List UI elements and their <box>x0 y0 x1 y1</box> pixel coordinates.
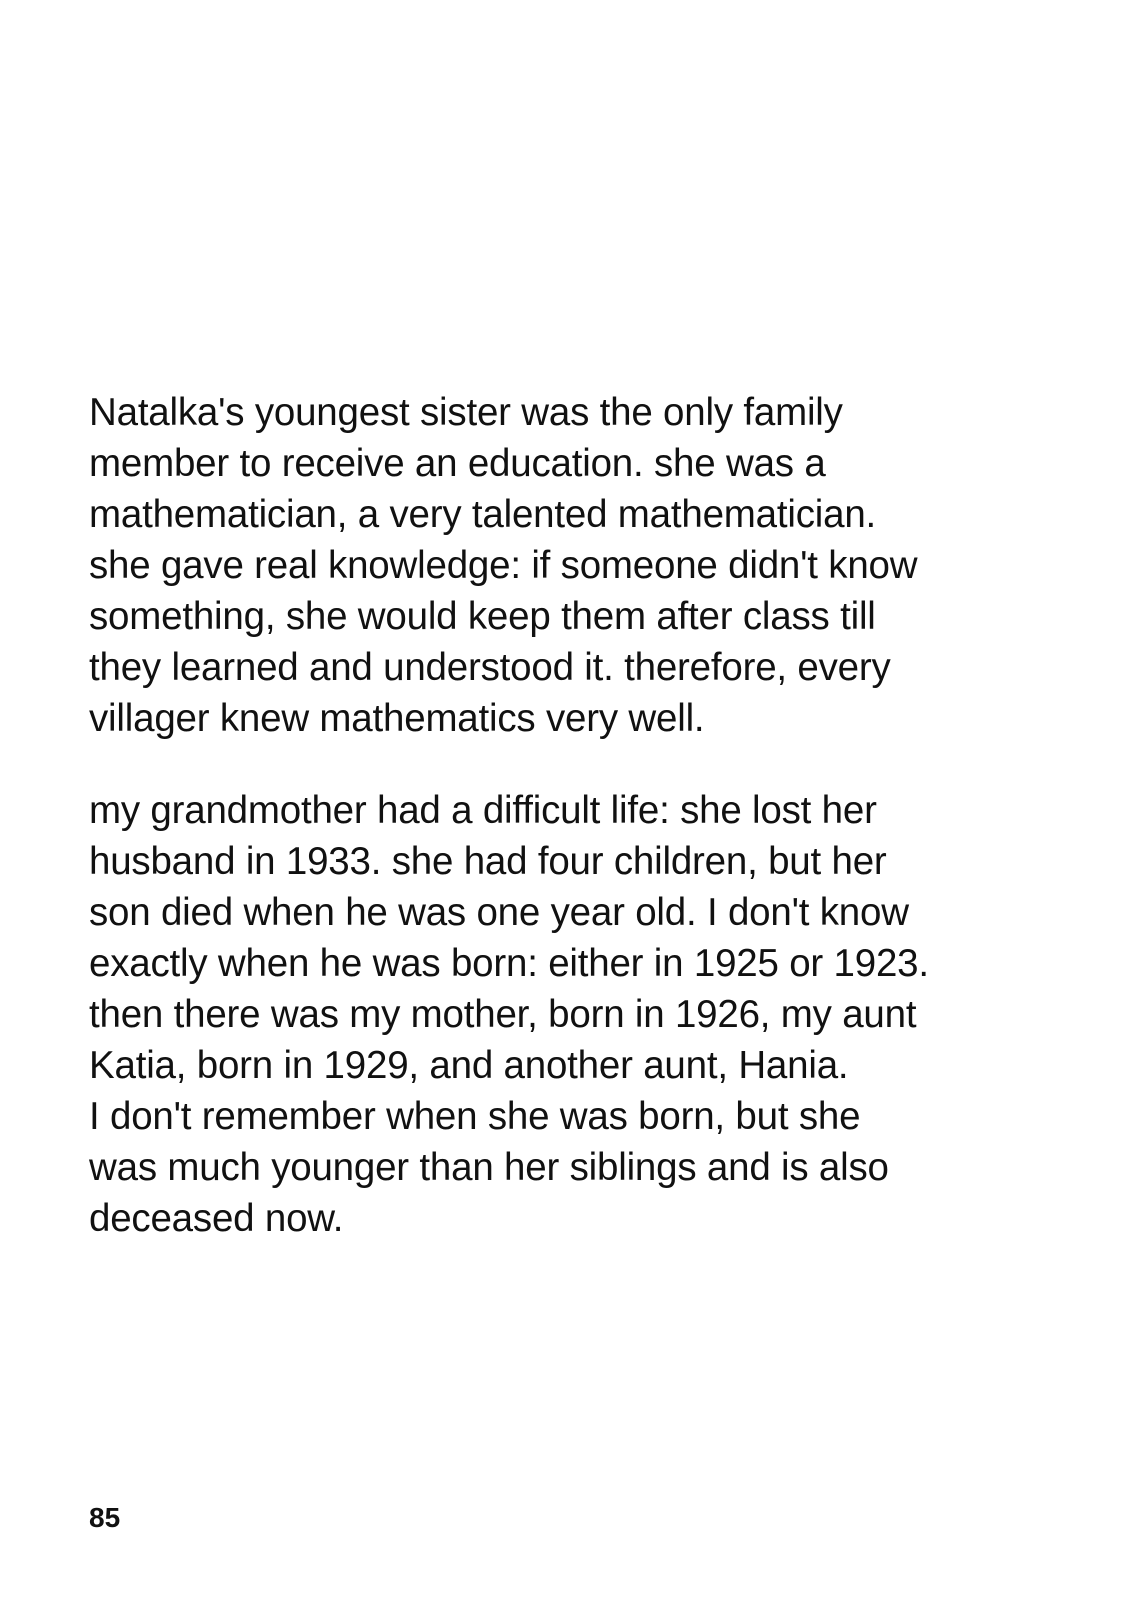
paragraph-natalka-sister <box>89 387 1099 744</box>
text-line: son died when he was one year old. I don't know <box>89 891 909 934</box>
text-line: was much younger than her siblings and is also <box>89 1146 889 1189</box>
paragraph-grandmother <box>89 785 1099 1244</box>
text-line: member to receive an education. she was a <box>89 442 826 485</box>
text-line: then there was my mother, born in 1926, my aunt <box>89 993 917 1036</box>
text-line: I don't remember when she was born, but she <box>89 1095 861 1138</box>
text-line: Natalka's youngest sister was the only family <box>89 391 843 434</box>
text-line: Katia, born in 1929, and another aunt, Hania. <box>89 1044 849 1087</box>
text-line: they learned and understood it. therefore, every <box>89 646 891 689</box>
text-line: deceased now. <box>89 1197 344 1240</box>
text-line: she gave real knowledge: if someone didn't know <box>89 544 918 587</box>
text-line: husband in 1933. she had four children, but her <box>89 840 887 883</box>
text-line: villager knew mathematics very well. <box>89 697 705 740</box>
text-line: mathematician, a very talented mathematician. <box>89 493 877 536</box>
text-line: something, she would keep them after class till <box>89 595 876 638</box>
text-line: exactly when he was born: either in 1925 or 1923. <box>89 942 929 985</box>
page-number: 85 <box>89 1502 121 1533</box>
text-line: my grandmother had a difficult life: she lost her <box>89 789 877 832</box>
